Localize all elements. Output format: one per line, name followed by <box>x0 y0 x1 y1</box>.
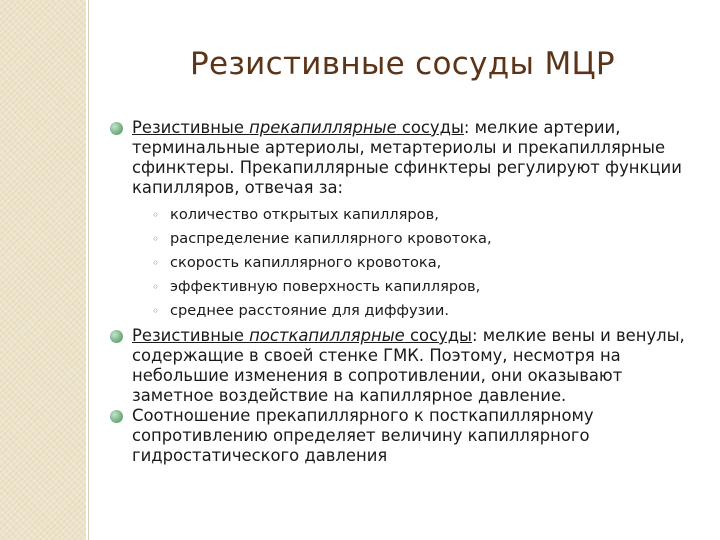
green-orb-bullet-icon <box>110 330 123 343</box>
term-precapillary-vessels: Резистивные прекапиллярные сосуды <box>132 118 464 137</box>
term-postcapillary-vessels: Резистивные посткапиллярные сосуды <box>132 326 472 345</box>
slide-title: Резистивные сосуды МЦР <box>190 46 615 82</box>
hollow-circle-bullet-icon: ◦ <box>152 280 160 294</box>
slide-content <box>110 118 700 466</box>
decorative-side-band <box>0 0 86 540</box>
hollow-circle-bullet-icon: ◦ <box>152 256 160 270</box>
hollow-circle-bullet-icon: ◦ <box>152 208 160 222</box>
sub-list <box>132 203 700 323</box>
bullet-text: : мелкие вены и венулы, содержащие в своей стенке ГМК. Поэтому, несмотря на небольшие изменения в сопротивлении, они оказывают заметное воздействие на капиллярное давление. <box>132 326 685 405</box>
bullet-item-postcapillary <box>110 326 700 406</box>
hollow-circle-bullet-icon: ◦ <box>152 304 160 318</box>
hollow-circle-bullet-icon: ◦ <box>152 232 160 246</box>
decorative-divider-line <box>88 0 89 540</box>
sub-list-item: ◦ скорость капиллярного кровотока, <box>152 251 700 275</box>
sub-list-item: ◦ среднее расстояние для диффузии. <box>152 299 700 323</box>
green-orb-bullet-icon <box>110 410 123 423</box>
sub-list-item: ◦ количество открытых капилляров, <box>152 203 700 227</box>
bullet-item-precapillary <box>110 118 700 323</box>
sub-list-item: ◦ распределение капиллярного кровотока, <box>152 227 700 251</box>
green-orb-bullet-icon <box>110 122 123 135</box>
bullet-item-ratio <box>110 406 700 466</box>
bullet-text: : мелкие артерии, терминальные артериолы, метартериолы и прекапиллярные сфинктеры. Прекапиллярные сфинктеры регулируют функции капилляров, отвечая за: <box>132 118 682 197</box>
bullet-text: Соотношение прекапиллярного к посткапиллярному сопротивлению определяет величину капиллярного гидростатического давления <box>132 406 594 465</box>
sub-list-item: ◦ эффективную поверхность капилляров, <box>152 275 700 299</box>
